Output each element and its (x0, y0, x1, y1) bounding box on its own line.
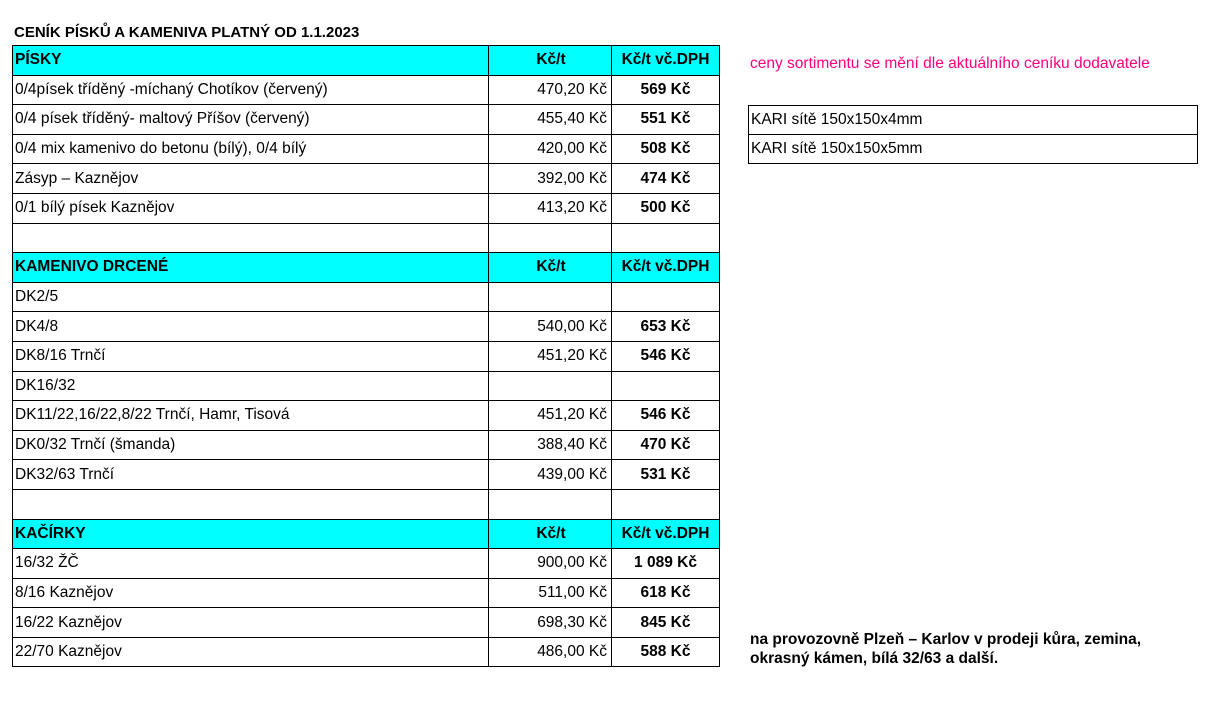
section-header-row (13, 519, 720, 549)
table-row (13, 105, 720, 135)
price-vat-cell: 845 Kč (612, 608, 720, 638)
table-row (13, 341, 720, 371)
price-table (12, 45, 720, 667)
price-cell: 451,20 Kč (489, 401, 612, 431)
product-name-cell: 0/4 mix kamenivo do betonu (bílý), 0/4 bílý (13, 134, 489, 164)
table-row (13, 401, 720, 431)
price-cell (489, 371, 612, 401)
price-vat-cell (612, 489, 720, 519)
supplier-note: ceny sortimentu se mění dle aktuálního ceníku dodavatele (750, 55, 1150, 72)
kari-cell: KARI sítě 150x150x5mm (749, 135, 1198, 164)
product-name-cell: DK11/22,16/22,8/22 Trnčí, Hamr, Tisová (13, 401, 489, 431)
price-cell: 439,00 Kč (489, 460, 612, 490)
price-vat-cell: 1 089 Kč (612, 549, 720, 579)
section-header-cell: Kč/t vč.DPH (612, 46, 720, 76)
price-cell: 420,00 Kč (489, 134, 612, 164)
price-cell (489, 282, 612, 312)
section-header-row (13, 46, 720, 76)
table-row (13, 460, 720, 490)
table-row (13, 282, 720, 312)
table-row (13, 430, 720, 460)
price-vat-cell: 653 Kč (612, 312, 720, 342)
section-header-cell: Kč/t (489, 46, 612, 76)
section-header-cell: KAMENIVO DRCENÉ (13, 253, 489, 283)
product-name-cell: 8/16 Kaznějov (13, 578, 489, 608)
page-title: CENÍK PÍSKŮ A KAMENIVA PLATNÝ OD 1.1.2023 (14, 24, 360, 41)
table-row (13, 134, 720, 164)
section-header-cell: Kč/t (489, 253, 612, 283)
price-vat-cell: 569 Kč (612, 75, 720, 105)
section-header-row (13, 253, 720, 283)
price-vat-cell (612, 282, 720, 312)
price-cell (489, 489, 612, 519)
product-name-cell: Zásyp – Kaznějov (13, 164, 489, 194)
product-name-cell: 16/22 Kaznějov (13, 608, 489, 638)
price-vat-cell (612, 223, 720, 253)
section-header-cell: PÍSKY (13, 46, 489, 76)
price-cell: 900,00 Kč (489, 549, 612, 579)
product-name-cell: DK32/63 Trnčí (13, 460, 489, 490)
section-header-cell: Kč/t vč.DPH (612, 519, 720, 549)
table-row (13, 549, 720, 579)
price-cell: 511,00 Kč (489, 578, 612, 608)
price-cell (489, 223, 612, 253)
product-name-cell (13, 223, 489, 253)
price-vat-cell: 546 Kč (612, 341, 720, 371)
price-vat-cell: 470 Kč (612, 430, 720, 460)
kari-row (749, 135, 1198, 164)
table-row (13, 164, 720, 194)
product-name-cell (13, 489, 489, 519)
section-header-cell: KAČÍRKY (13, 519, 489, 549)
price-vat-cell: 508 Kč (612, 134, 720, 164)
price-vat-cell: 551 Kč (612, 105, 720, 135)
kari-row (749, 106, 1198, 135)
price-cell: 451,20 Kč (489, 341, 612, 371)
price-vat-cell: 618 Kč (612, 578, 720, 608)
product-name-cell: DK16/32 (13, 371, 489, 401)
price-cell: 486,00 Kč (489, 637, 612, 667)
price-vat-cell: 474 Kč (612, 164, 720, 194)
price-vat-cell: 588 Kč (612, 637, 720, 667)
price-cell: 392,00 Kč (489, 164, 612, 194)
product-name-cell: DK2/5 (13, 282, 489, 312)
price-cell: 540,00 Kč (489, 312, 612, 342)
product-name-cell: 0/4písek tříděný -míchaný Chotíkov (červený) (13, 75, 489, 105)
price-vat-cell: 531 Kč (612, 460, 720, 490)
product-name-cell: 0/4 písek tříděný- maltový Příšov (červený) (13, 105, 489, 135)
table-row (13, 223, 720, 253)
section-header-cell: Kč/t vč.DPH (612, 253, 720, 283)
table-row (13, 75, 720, 105)
product-name-cell: DK4/8 (13, 312, 489, 342)
section-header-cell: Kč/t (489, 519, 612, 549)
price-cell: 698,30 Kč (489, 608, 612, 638)
kari-table (748, 105, 1198, 164)
footer-line: na provozovně Plzeň – Karlov v prodeji kůra, zemina, (750, 631, 1142, 648)
table-row (13, 489, 720, 519)
product-name-cell: 22/70 Kaznějov (13, 637, 489, 667)
product-name-cell: DK8/16 Trnčí (13, 341, 489, 371)
table-row (13, 637, 720, 667)
product-name-cell: DK0/32 Trnčí (šmanda) (13, 430, 489, 460)
price-cell: 455,40 Kč (489, 105, 612, 135)
table-row (13, 608, 720, 638)
product-name-cell: 16/32 ŽČ (13, 549, 489, 579)
footer-note (750, 630, 1141, 668)
table-row (13, 371, 720, 401)
price-vat-cell: 546 Kč (612, 401, 720, 431)
price-vat-cell: 500 Kč (612, 193, 720, 223)
price-vat-cell (612, 371, 720, 401)
footer-line: okrasný kámen, bílá 32/63 a další. (750, 650, 999, 667)
price-cell: 470,20 Kč (489, 75, 612, 105)
price-cell: 413,20 Kč (489, 193, 612, 223)
table-row (13, 312, 720, 342)
kari-cell: KARI sítě 150x150x4mm (749, 106, 1198, 135)
price-cell: 388,40 Kč (489, 430, 612, 460)
table-row (13, 193, 720, 223)
table-row (13, 578, 720, 608)
product-name-cell: 0/1 bílý písek Kaznějov (13, 193, 489, 223)
